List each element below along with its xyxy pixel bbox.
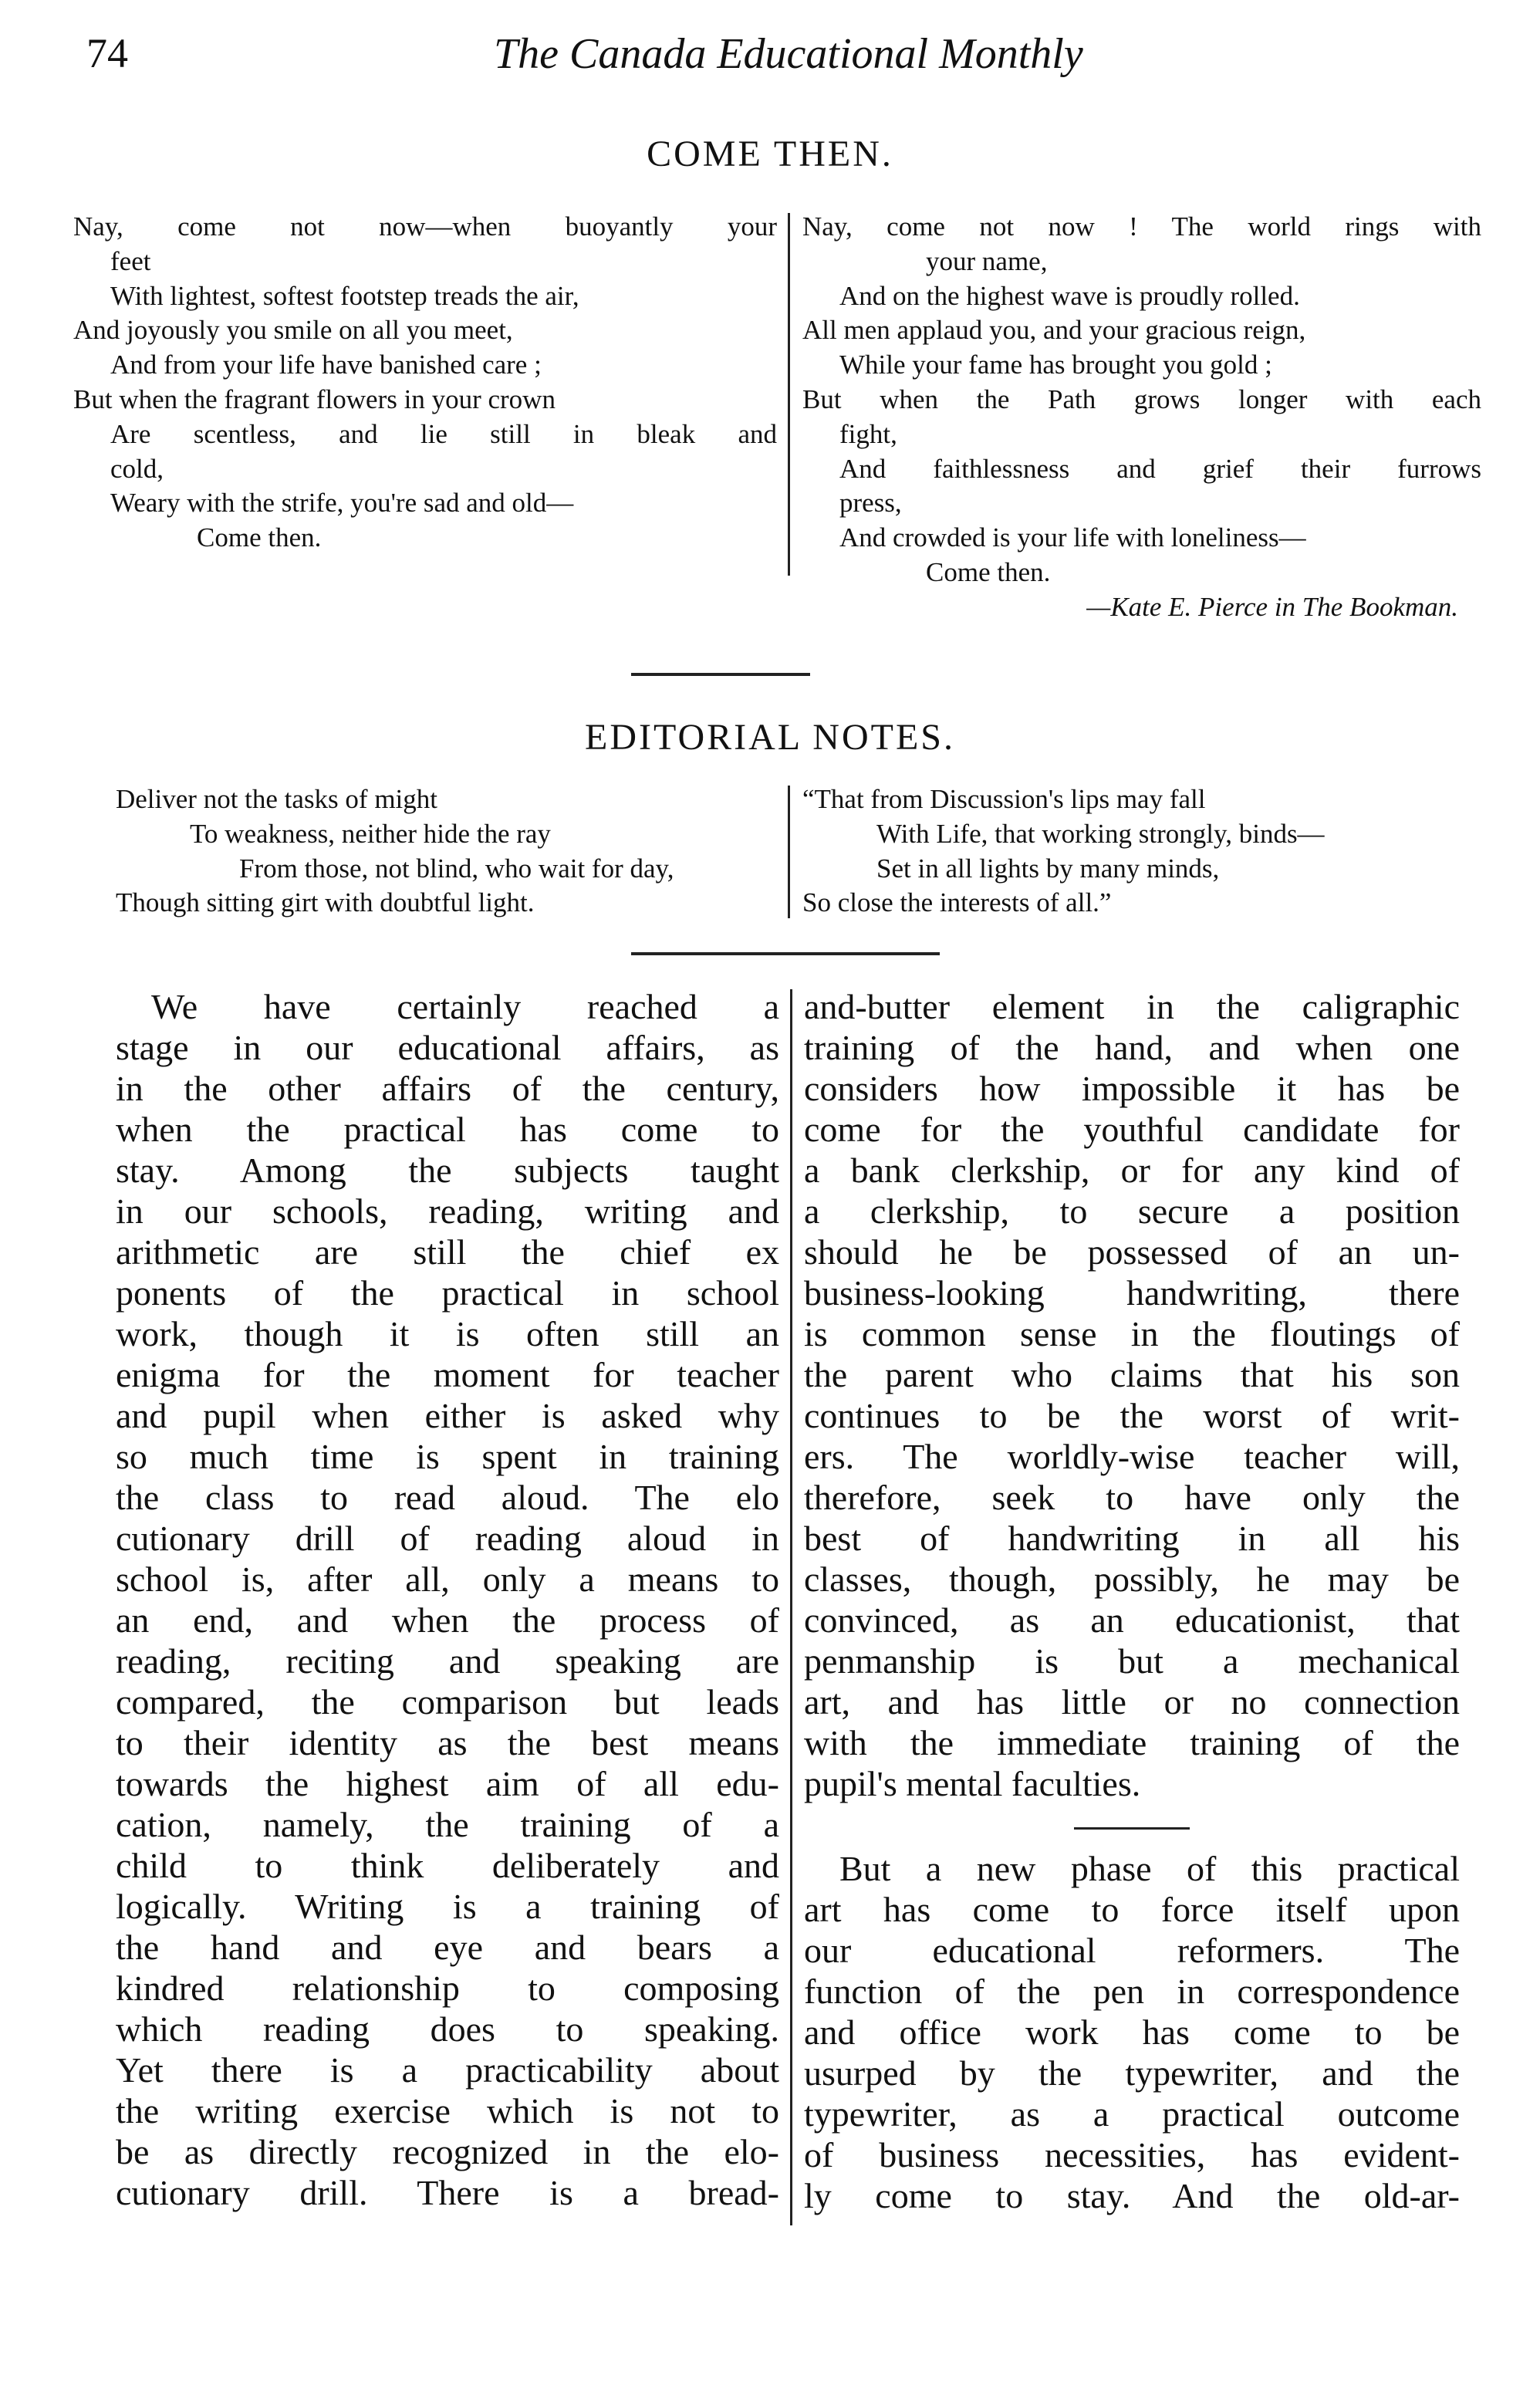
right-column-paragraph-2 (804, 1848, 1460, 2216)
prose-line: kindred relationship to composing (116, 1968, 779, 2008)
text-line: From those, not blind, who wait for day, (239, 853, 674, 884)
prose-line: best of handwriting in all his (804, 1519, 1460, 1558)
prose-line: come for the youthful candidate for (804, 1110, 1460, 1149)
prose-line: of business necessities, has evident- (804, 2135, 1460, 2174)
epigraph-left (116, 782, 810, 921)
poem-left-stanza (73, 210, 777, 556)
text-line: Come then. (926, 556, 1051, 587)
text-line: press, (839, 488, 902, 519)
prose-line: cutionary drill of reading aloud in (116, 1519, 779, 1558)
text-line: And crowded is your life with loneliness— (839, 522, 1306, 553)
text-line: While your fame has brought you gold ; (839, 350, 1272, 380)
text-line: fight, (839, 418, 897, 449)
text-line: Are scentless, and lie still in bleak and (110, 418, 777, 449)
editorial-left-column (116, 986, 779, 2213)
prose-line: be as directly recognized in the elo- (116, 2132, 779, 2171)
text-line: And joyously you smile on all you meet, (73, 315, 513, 346)
prose-line: ly come to stay. And the old-ar- (804, 2176, 1460, 2215)
prose-line: We have certainly reached a (151, 987, 779, 1026)
text-line: So close the interests of all.” (802, 887, 1112, 918)
prose-line: should he be possessed of an un- (804, 1232, 1460, 1272)
prose-line: considers how impossible it has be (804, 1069, 1460, 1108)
prose-line: so much time is spent in training (116, 1437, 779, 1476)
epigraph-right (802, 782, 1481, 921)
prose-line: art has come to force itself upon (804, 1890, 1460, 1929)
section-divider (631, 673, 810, 676)
prose-line: therefore, seek to have only the (804, 1478, 1460, 1517)
prose-line: convinced, as an educationist, that (804, 1600, 1460, 1640)
prose-line: a bank clerkship, or for any kind of (804, 1151, 1460, 1190)
prose-line: when the practical has come to (116, 1110, 779, 1149)
prose-line: training of the hand, and when one (804, 1028, 1460, 1067)
prose-line: and-butter element in the caligraphic (804, 987, 1460, 1026)
text-line: And faithlessness and grief their furrows (839, 453, 1481, 484)
prose-line: typewriter, as a practical outcome (804, 2094, 1460, 2134)
text-line: But when the Path grows longer with each (802, 384, 1481, 414)
text-line: feet (110, 245, 151, 276)
prose-line: function of the pen in correspondence (804, 1972, 1460, 2011)
prose-line: ponents of the practical in school (116, 1273, 779, 1313)
prose-line: stay. Among the subjects taught (116, 1151, 779, 1190)
text-line: Set in all lights by many minds, (876, 853, 1220, 884)
prose-column-divider (790, 989, 792, 2225)
prose-line: towards the highest aim of all edu- (116, 1764, 779, 1803)
prose-line: and pupil when either is asked why (116, 1396, 779, 1435)
epigraph-divider (788, 786, 790, 918)
page-number: 74 (86, 30, 128, 76)
prose-line: which reading does to speaking. (116, 2009, 779, 2049)
text-line: But when the fragrant flowers in your crown (73, 384, 556, 414)
prose-line: pupil's mental faculties. (804, 1764, 1141, 1803)
prose-line: with the immediate training of the (804, 1723, 1460, 1762)
text-line: Nay, come not now ! The world rings with (802, 211, 1481, 242)
editorial-right-column (804, 986, 1460, 2216)
prose-line: a clerkship, to secure a position (804, 1191, 1460, 1231)
prose-line: business-looking handwriting, there (804, 1273, 1460, 1313)
prose-line: classes, though, possibly, he may be (804, 1559, 1460, 1599)
text-line: Come then. (197, 522, 322, 553)
text-line: Weary with the strife, you're sad and old— (110, 488, 574, 519)
prose-line: But a new phase of this practical (839, 1849, 1460, 1888)
prose-line: art, and has little or no connection (804, 1682, 1460, 1722)
prose-line: in the other affairs of the century, (116, 1069, 779, 1108)
prose-line: stage in our educational affairs, as (116, 1028, 779, 1067)
prose-line: arithmetic are still the chief ex (116, 1232, 779, 1272)
prose-line: continues to be the worst of writ- (804, 1396, 1460, 1435)
prose-line: an end, and when the process of (116, 1600, 779, 1640)
poem-attribution: —Kate E. Pierce in The Bookman. (1086, 591, 1458, 622)
poem-title: COME THEN. (647, 133, 893, 174)
text-line: All men applaud you, and your gracious reign, (802, 315, 1306, 346)
prose-line: Yet there is a practicability about (116, 2050, 779, 2090)
prose-line: and office work has come to be (804, 2012, 1460, 2052)
prose-line: usurped by the typewriter, and the (804, 2053, 1460, 2093)
text-line: cold, (110, 453, 164, 484)
prose-line: school is, after all, only a means to (116, 1559, 779, 1599)
prose-line: the writing exercise which is not to (116, 2091, 779, 2131)
prose-line: is common sense in the floutings of (804, 1314, 1460, 1353)
running-header-title: The Canada Educational Monthly (494, 30, 1083, 78)
prose-line: our educational reformers. The (804, 1931, 1460, 1970)
editorial-title: EDITORIAL NOTES. (585, 717, 955, 758)
poem-column-divider (788, 213, 790, 576)
prose-line: to their identity as the best means (116, 1723, 779, 1762)
text-line: Though sitting girt with doubtful light. (116, 887, 535, 918)
prose-line: the hand and eye and bears a (116, 1928, 779, 1967)
prose-line: enigma for the moment for teacher (116, 1355, 779, 1394)
prose-line: compared, the comparison but leads (116, 1682, 779, 1722)
prose-line: the class to read aloud. The elo (116, 1478, 779, 1517)
poem-right-stanza (802, 210, 1481, 625)
text-line: your name, (926, 245, 1048, 276)
prose-line: cation, namely, the training of a (116, 1805, 779, 1844)
prose-line: work, though it is often still an (116, 1314, 779, 1353)
prose-line: in our schools, reading, writing and (116, 1191, 779, 1231)
text-line: And from your life have banished care ; (110, 350, 542, 380)
prose-line: ers. The worldly-wise teacher will, (804, 1437, 1460, 1476)
text-line: With lightest, softest footstep treads the air, (110, 280, 579, 311)
text-line: Nay, come not now—when buoyantly your (73, 211, 777, 242)
text-line: To weakness, neither hide the ray (190, 818, 551, 849)
prose-line: logically. Writing is a training of (116, 1887, 779, 1926)
prose-line: reading, reciting and speaking are (116, 1641, 779, 1681)
paragraph-separator-rule (1074, 1827, 1190, 1830)
epigraph-rule (631, 952, 940, 955)
text-line: With Life, that working strongly, binds— (876, 818, 1325, 849)
prose-line: penmanship is but a mechanical (804, 1641, 1460, 1681)
prose-line: cutionary drill. There is a bread- (116, 2173, 779, 2212)
prose-line: child to think deliberately and (116, 1846, 779, 1885)
text-line: Deliver not the tasks of might (116, 784, 438, 814)
prose-line: the parent who claims that his son (804, 1355, 1460, 1394)
text-line: And on the highest wave is proudly rolled. (839, 280, 1300, 311)
text-line: “That from Discussion's lips may fall (802, 784, 1206, 814)
